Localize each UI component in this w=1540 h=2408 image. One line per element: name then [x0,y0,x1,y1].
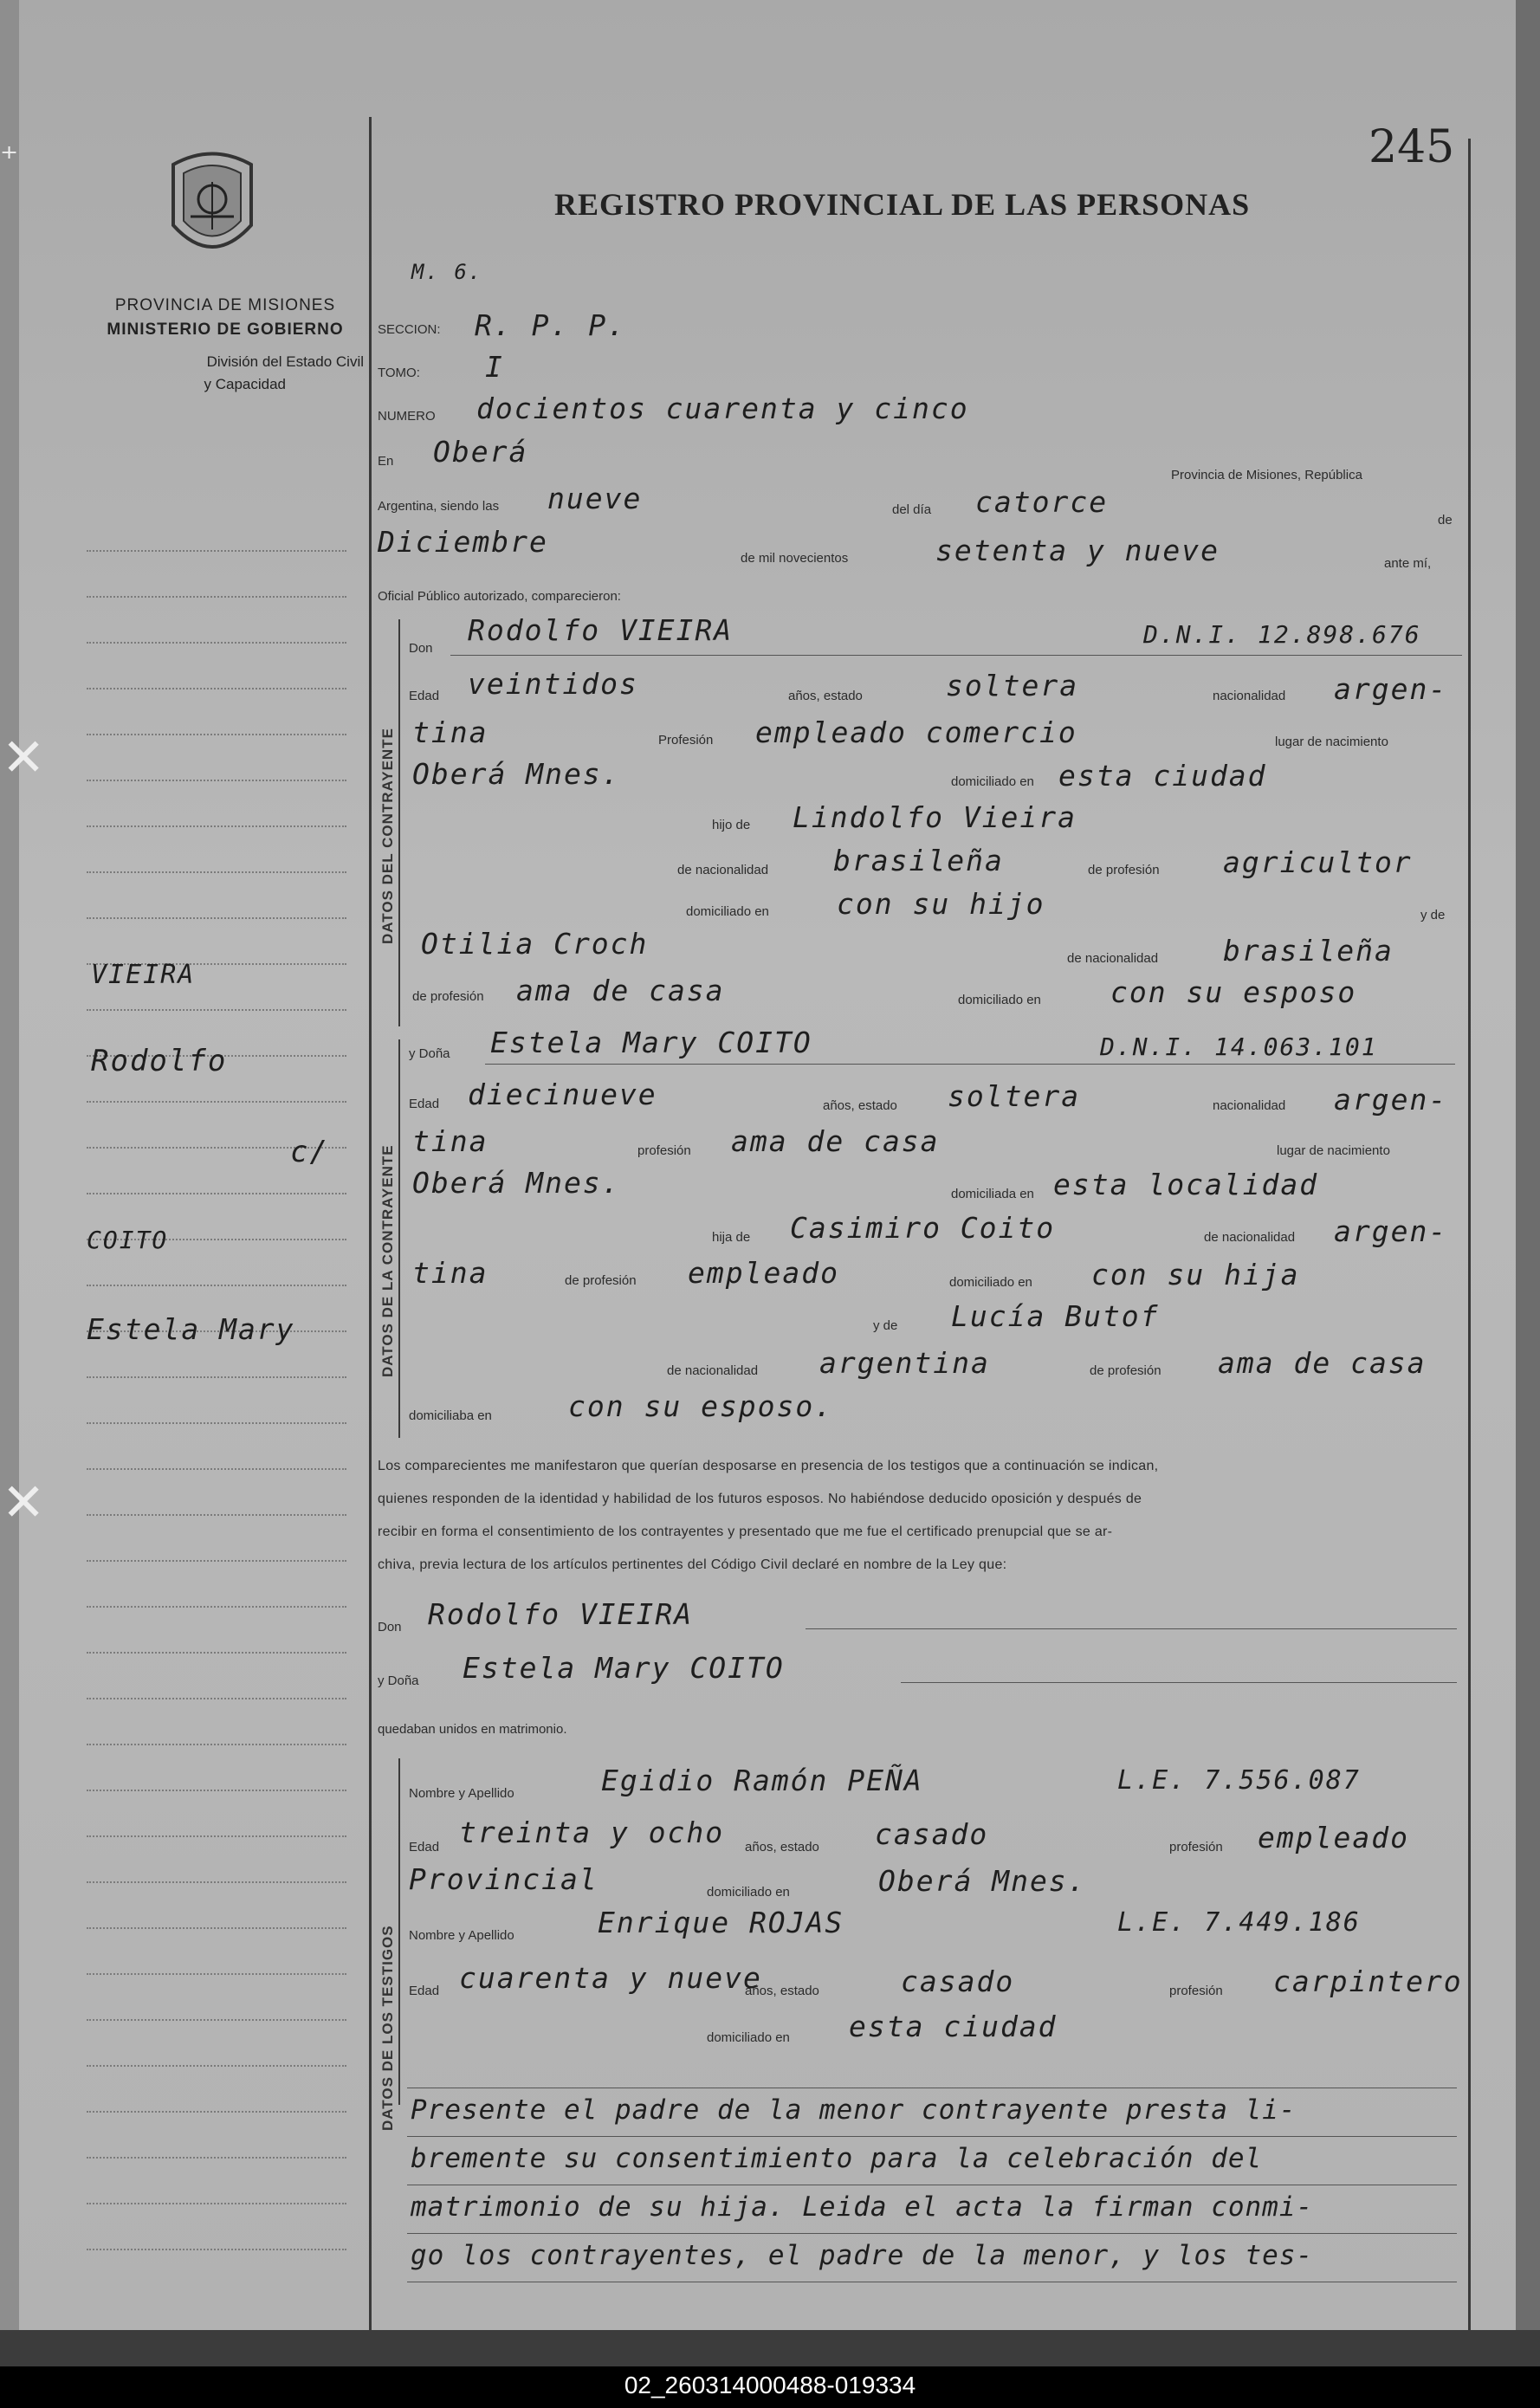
padre-dom-label: domiciliado en [686,904,769,919]
decl-don-label: Don [378,1620,402,1634]
sidebar-rule [87,1285,346,1286]
padre-2-dom-label: domiciliado en [949,1275,1032,1290]
nacionalidad-label-2: nacionalidad [1213,1098,1286,1113]
sidebar-name-1: Rodolfo [91,1044,228,1078]
underline [485,1064,1455,1065]
sidebar-rule [87,2019,346,2021]
lugar-label: lugar de nacimiento [1275,735,1388,749]
binding-stitch: ✕ [2,1473,46,1533]
tomo-value: I [485,350,504,384]
mil-label: de mil novecientos [741,551,849,566]
testigo-1-documento: L.E. 7.556.087 [1117,1765,1361,1796]
profesion-label: Profesión [658,733,714,748]
contrayente-2-dni: D.N.I. 14.063.101 [1100,1032,1378,1061]
page-edge [1516,0,1540,2366]
madre-nac-label: de nacionalidad [1067,951,1159,966]
sidebar-rule [87,1009,346,1011]
madre-2-domicilio: con su esposo. [568,1389,834,1423]
sidebar-rule [87,2157,346,2159]
del-dia-label: del día [892,502,932,517]
page-number: 245 [1369,121,1455,173]
padre-2-domicilio: con su hija [1091,1258,1300,1291]
rule-line [407,2136,1457,2137]
padre-nac-label: de nacionalidad [677,863,769,877]
t2-dom-label: domiciliado en [707,2030,790,2045]
observation-line: bremente su consentimiento para la celebración del [411,2143,1263,2174]
sidebar-rule [87,871,346,873]
sidebar-rule [87,1376,346,1378]
declaration-line: quienes responden de la identidad y habilidad de los futuros esposos. No habiéndose deducido oposición y después de [378,1492,1142,1506]
contrayente-2-edad: diecinueve [468,1078,657,1111]
testigo-2-estado: casado [901,1965,1015,1998]
sidebar-connector: c/ [290,1135,329,1169]
sidebar-rule [87,688,346,689]
underline [806,1628,1457,1629]
contrayente-name: Rodolfo VIEIRA [468,613,734,647]
edad-label-2: Edad [409,1097,440,1111]
madre-2-profesion: ama de casa [1218,1346,1427,1380]
ministry-name: MINISTERIO DE GOBIERNO [107,320,344,339]
y-de-label: y de [1420,908,1446,922]
testigo-2-edad: cuarenta y nueve [459,1961,762,1995]
numero-label: NUMERO [378,409,436,424]
right-margin-rule [1468,139,1471,2334]
sidebar-rule [87,1101,346,1103]
de-label: de [1438,513,1453,528]
sidebar-surname-2: COITO [87,1226,169,1254]
contrayente-dni: D.N.I. 12.898.676 [1143,620,1421,649]
padre-2-prof-label: de profesión [565,1273,637,1288]
sidebar-rule [87,825,346,827]
contrayente-profesion: empleado comercio [755,715,1077,749]
sidebar-rule [87,917,346,919]
underline [901,1682,1457,1683]
seccion-label: SECCION: [378,322,441,337]
division-line-2: y Capacidad [204,376,286,392]
sidebar-rule [87,780,346,781]
sidebar-rule [87,596,346,598]
contrayente-section-rule [398,1039,400,1438]
observation-line: Presente el padre de la menor contrayente presta li- [411,2094,1297,2126]
argentina-label: Argentina, siendo las [378,499,500,514]
division-line-1: División del Estado Civil [206,353,364,370]
padre-name: Lindolfo Vieira [793,800,1077,834]
hijo-label: hijo de [712,818,751,832]
contrayente-2-nacionalidad-2: tina [412,1124,489,1158]
madre-prof-label: de profesión [412,989,484,1004]
hora-value: nueve [547,482,643,515]
t2-prof-label: profesión [1169,1984,1223,1998]
sidebar-rule [87,550,346,552]
dia-value: catorce [975,485,1109,519]
provincia-label: Provincia de Misiones, República [1171,468,1362,482]
t1-prof-label: profesión [1169,1840,1223,1855]
sidebar-rule [87,1193,346,1194]
sidebar-rule [87,1468,346,1470]
edad-label: Edad [409,689,440,703]
sidebar-surname-1: VIEIRA [91,960,196,990]
testigo-2-nombre: Enrique ROJAS [598,1906,844,1939]
y-de-label-2: y de [873,1318,898,1333]
anios-label-2: años, estado [823,1098,897,1113]
t1-edad-label: Edad [409,1840,440,1855]
sidebar-rule [87,1927,346,1929]
testigo-1-profesion-2: Provincial [409,1862,599,1896]
binding-edge [0,0,19,2366]
padre-2-nac-label: de nacionalidad [1204,1230,1296,1245]
sidebar-rule [87,2249,346,2250]
contrayente-domicilio: esta ciudad [1058,759,1267,793]
nacionalidad-label: nacionalidad [1213,689,1286,703]
declaration-line: recibir en forma el consentimiento de los contrayentes y presentado que me fue el certificado prenupcial que se ar- [378,1524,1113,1539]
tomo-label: TOMO: [378,366,420,380]
testigo-2-profesion: carpintero [1273,1965,1463,1998]
testigo-1-estado: casado [875,1817,989,1851]
file-id-label: 02_260314000488-019334 [624,2372,916,2398]
sidebar-rule [87,1606,346,1608]
domicilio-label-2: domiciliada en [951,1187,1034,1201]
binding-stitch: ⁺ [0,139,19,178]
madre-nacionalidad: brasileña [1223,934,1394,968]
padre-domicilio: con su hijo [837,887,1045,921]
margin-annotation: M. 6. [411,260,483,284]
t2-edad-label: Edad [409,1984,440,1998]
sidebar-rule [87,1652,346,1654]
declaration-paragraph [378,1450,1460,1582]
sidebar-name-2: Estela Mary [87,1312,295,1346]
sidebar-rule [87,642,346,644]
contrayente-2-profesion: ama de casa [731,1124,940,1158]
lugar-label-2: lugar de nacimiento [1277,1143,1390,1158]
declaration-line: Los comparecientes me manifestaron que querían desposarse en presencia de los testigos que a continuación se indican, [378,1459,1159,1473]
sidebar-rule [87,2203,346,2204]
sidebar-rule [87,1790,346,1791]
testigo-1-profesion-1: empleado [1258,1821,1409,1855]
contrayente-nacionalidad-1: argen- [1334,672,1448,706]
en-value: Oberá [433,435,528,469]
padre-2-name: Casimiro Coito [790,1211,1056,1245]
sidebar-rule [87,1560,346,1562]
sidebar-rule [87,1835,346,1837]
padre-2-nacionalidad-1: argen- [1334,1214,1448,1248]
madre-2-nac-label: de nacionalidad [667,1363,759,1378]
contrayente-2-name: Estela Mary COITO [490,1026,812,1059]
padre-2-nacionalidad-2: tina [412,1256,489,1290]
sidebar-rule [87,1973,346,1975]
padre-profesion: agricultor [1223,845,1413,879]
madre-profesion: ama de casa [516,974,725,1007]
madre-dom-label: domiciliado en [958,993,1041,1007]
seccion-value: R. P. P. [475,308,626,342]
binding-stitch: ✕ [2,728,46,788]
madre-2-dom-label: domiciliaba en [409,1408,492,1423]
sidebar-rule [87,1422,346,1424]
don-label: Don [409,641,433,656]
profesion-label-2: profesión [637,1143,691,1158]
testigos-section-rule [398,1758,400,2105]
contrayente-section-rule [398,619,400,1026]
madre-2-prof-label: de profesión [1090,1363,1161,1378]
hija-label: hija de [712,1230,751,1245]
t2-anios-label: años, estado [745,1984,819,1998]
t2-nombre-label: Nombre y Apellido [409,1928,514,1943]
decl-don-value: Rodolfo VIEIRA [428,1597,694,1631]
madre-2-name: Lucía Butof [951,1299,1160,1333]
underline [450,655,1462,656]
section-label-contrayente: DATOS DEL CONTRAYENTE [379,728,396,944]
sidebar-rule [87,1744,346,1745]
padre-nacionalidad: brasileña [833,844,1004,877]
sidebar-rule [87,2065,346,2067]
section-label-testigos: DATOS DE LOS TESTIGOS [379,1925,396,2131]
observation-line: matrimonio de su hija. Leida el acta la firman conmi- [411,2191,1314,2223]
rule-line [407,2233,1457,2234]
sidebar-rule [87,2111,346,2113]
madre-name: Otilia Croch [421,927,649,961]
numero-value: docientos cuarenta y cinco [476,392,969,425]
contrayente-2-domicilio: esta localidad [1053,1168,1319,1201]
contrayente-2-estado: soltera [948,1079,1081,1113]
contrayente-edad: veintidos [468,667,638,701]
contrayente-2-nacionalidad-1: argen- [1334,1083,1448,1117]
anio-value: setenta y nueve [935,534,1220,567]
oficial-label: Oficial Público autorizado, comparecieron: [378,589,621,604]
declaration-line: chiva, previa lectura de los artículos pertinentes del Código Civil declaré en nombre de la Ley que: [378,1557,1007,1572]
document-title: REGISTRO PROVINCIAL DE LAS PERSONAS [554,187,1251,222]
ante-label: ante mí, [1384,556,1432,571]
testigo-2-domicilio: esta ciudad [849,2010,1058,2043]
testigo-1-domicilio: Oberá Mnes. [878,1864,1087,1898]
sidebar-rule [87,1881,346,1883]
madre-domicilio: con su esposo [1110,975,1357,1009]
sidebar-rule [87,734,346,735]
padre-2-profesion: empleado [688,1256,839,1290]
en-label: En [378,454,394,469]
contrayente-lugar: Oberá Mnes. [412,757,621,791]
section-label-contrayente-2: DATOS DE LA CONTRAYENTE [379,1144,396,1377]
dona-label: y Doña [409,1046,450,1061]
provincial-seal-icon [165,147,260,269]
mes-value: Diciembre [378,525,548,559]
t1-dom-label: domiciliado en [707,1885,790,1900]
anios-label: años, estado [788,689,863,703]
sidebar-rule [87,1514,346,1516]
domicilio-label: domiciliado en [951,774,1034,789]
unidos-text: quedaban unidos en matrimonio. [378,1722,567,1737]
t1-anios-label: años, estado [745,1840,819,1855]
sidebar-rule [87,1698,346,1699]
contrayente-2-lugar: Oberá Mnes. [412,1166,621,1200]
testigo-1-nombre: Egidio Ramón PEÑA [601,1764,923,1797]
contrayente-nacionalidad-2: tina [412,715,489,749]
observation-line: go los contrayentes, el padre de la menor, y los tes- [411,2240,1314,2271]
decl-dona-value: Estela Mary COITO [463,1651,785,1685]
province-name: PROVINCIA DE MISIONES [114,296,336,314]
contrayente-estado: soltera [946,669,1079,702]
testigo-2-documento: L.E. 7.449.186 [1117,1907,1361,1938]
decl-dona-label: y Doña [378,1673,419,1688]
padre-prof-label: de profesión [1088,863,1160,877]
madre-2-nacionalidad: argentina [819,1346,990,1380]
left-margin-rule [369,117,372,2334]
scan-shadow [0,2330,1540,2366]
testigo-1-edad: treinta y ocho [459,1816,725,1849]
t1-nombre-label: Nombre y Apellido [409,1786,514,1801]
